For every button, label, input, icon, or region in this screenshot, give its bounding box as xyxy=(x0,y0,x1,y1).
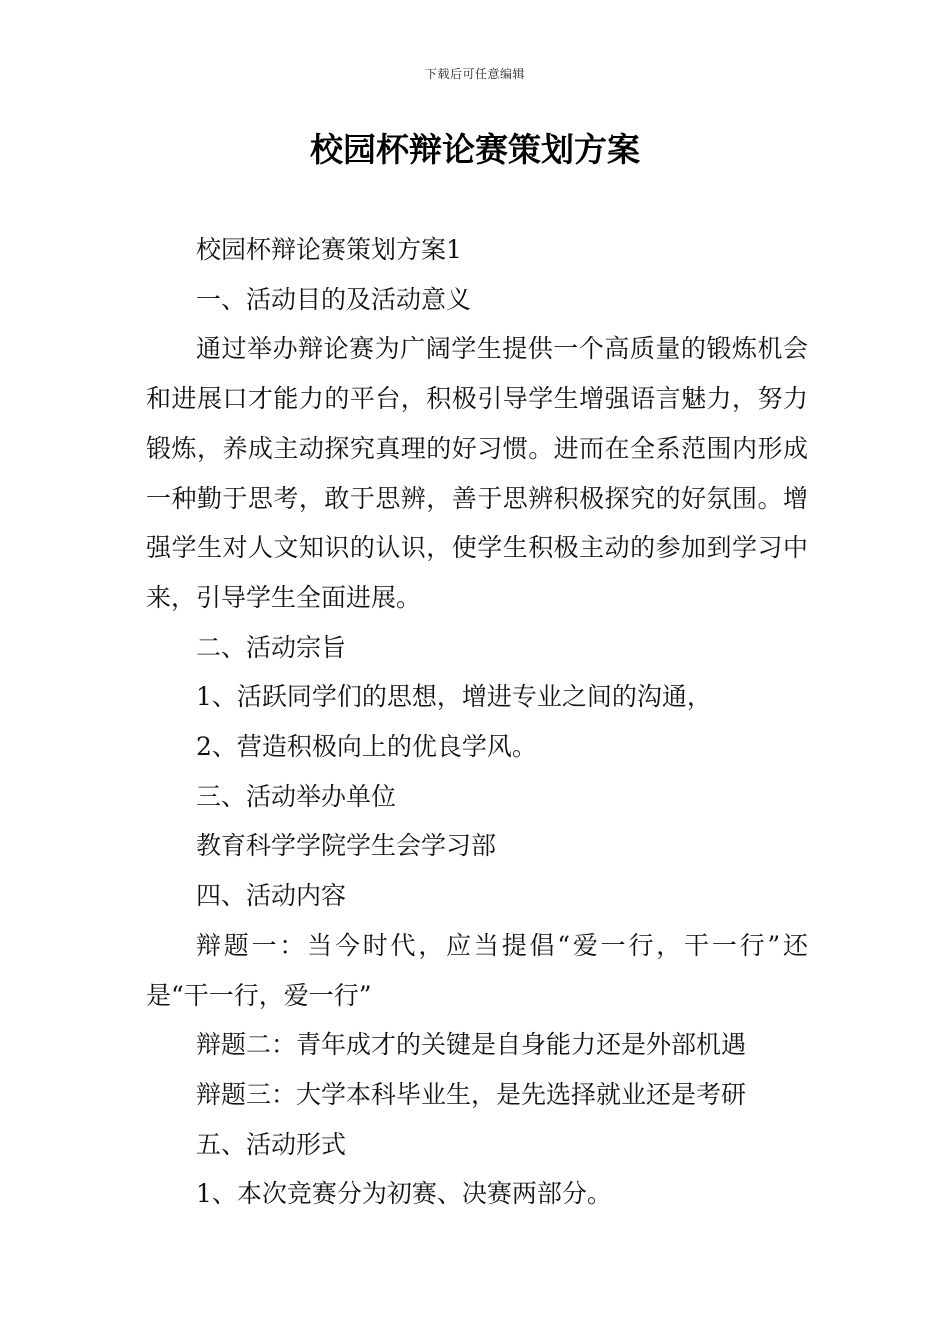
section-heading-3: 三、活动举办单位 xyxy=(196,781,397,811)
debate-topic-1: 辩题一：当今时代，应当提倡“爱一行，干一行”还是“干一行，爱一行” xyxy=(146,930,808,1010)
header-note: 下载后可任意编辑 xyxy=(424,67,525,81)
list-item: 1、活跃同学们的思想，增进专业之间的沟通， xyxy=(196,682,712,712)
section-heading-5: 五、活动形式 xyxy=(196,1129,347,1159)
debate-topic-2: 辩题二：青年成才的关键是自身能力还是外部机遇 xyxy=(196,1030,747,1060)
body-paragraph: 通过举办辩论赛为广阔学生提供一个高质量的锻炼机会和进展口才能力的平台，积极引导学生增强语言魅力，努力锻炼，养成主动探究真理的好习惯。进而在全系范围内形成一种勤于思考，敢于思辨，善于思辨积极探究的好氛围。增强学生对人文知识的认识，使学生积极主动的参加到学习中来，引导学生全面进展。 xyxy=(146,334,808,612)
document-title: 校园杯辩论赛策划方案 xyxy=(310,130,640,169)
list-item: 2、营造积极向上的优良学风。 xyxy=(196,732,537,762)
section-heading-2: 二、活动宗旨 xyxy=(196,632,347,662)
list-item: 1、本次竞赛分为初赛、决赛两部分。 xyxy=(196,1179,612,1209)
section-heading-1: 一、活动目的及活动意义 xyxy=(196,284,472,314)
section-heading-4: 四、活动内容 xyxy=(196,881,347,911)
subtitle-paragraph: 校园杯辩论赛策划方案1 xyxy=(196,235,462,264)
body-paragraph: 教育科学学院学生会学习部 xyxy=(196,831,497,861)
document-body xyxy=(146,225,808,1219)
debate-topic-3: 辩题三：大学本科毕业生，是先选择就业还是考研 xyxy=(196,1079,747,1109)
